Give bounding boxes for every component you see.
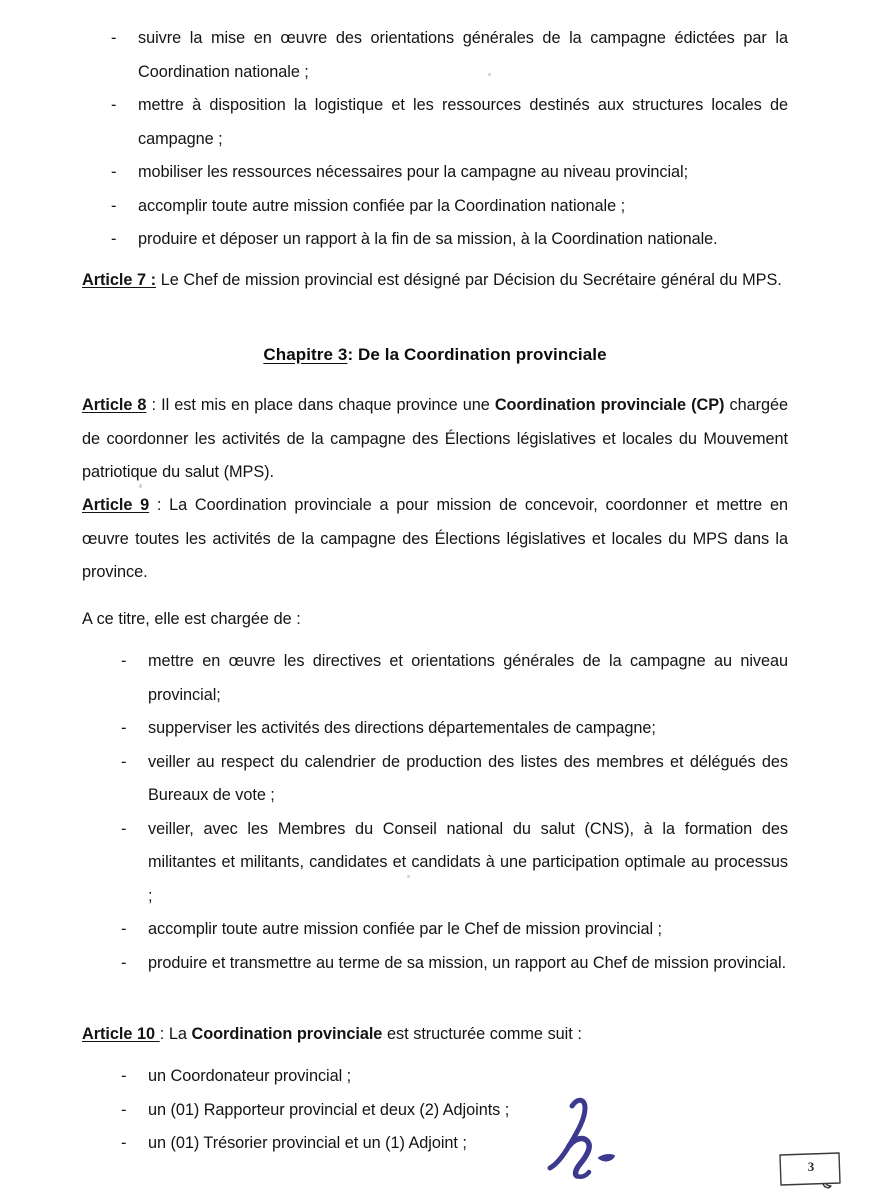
list-item: - un (01) Trésorier provincial et un (1) Adjoint ; <box>92 1127 788 1161</box>
article-10-label: Article 10 <box>82 1025 160 1043</box>
article-8-text-after: chargée de coordonner les activités de la campagne des Élections législatives et locales du Mouvement patriotique du salut (MPS). <box>82 396 788 481</box>
article-9-paragraph <box>82 489 788 590</box>
article-8-label: Article 8 <box>82 396 147 414</box>
structure-bullet-list-container <box>92 1060 788 1161</box>
page-number: 3 <box>807 1159 815 1174</box>
article-8-paragraph <box>82 389 788 490</box>
list-item: - mettre à disposition la logistique et les ressources destinés aux structures locales de campagne ; <box>82 89 788 156</box>
article-7-container <box>82 264 788 298</box>
article-9-label: Article 9 <box>82 496 150 514</box>
article-8-container <box>82 389 788 490</box>
list-item: - veiller, avec les Membres du Conseil national du salut (CNS), à la formation des militantes et militants, candidates et candidats à une participation optimale au processus ; <box>92 813 788 914</box>
article-9-text: : La Coordination provinciale a pour mission de concevoir, coordonner et mettre en œuvre toutes les activités de la campagne des Élections législatives et locales du MPS dans la province. <box>82 496 788 581</box>
list-item: - produire et déposer un rapport à la fin de sa mission, à la Coordination nationale. <box>82 223 788 257</box>
list-item: - accomplir toute autre mission confiée par le Chef de mission provincial ; <box>92 913 788 947</box>
list-item: - produire et transmettre au terme de sa mission, un rapport au Chef de mission provincial. <box>92 947 788 981</box>
article-8-text-before: : Il est mis en place dans chaque province une <box>146 396 495 414</box>
article-9-container <box>82 489 788 590</box>
article-10-bold-phrase: Coordination provinciale <box>191 1025 383 1043</box>
article-7-label: Article 7 : <box>82 271 157 289</box>
article-7-text: Le Chef de mission provincial est désigné par Décision du Secrétaire général du MPS. <box>156 271 782 289</box>
mission-bullet-list-container <box>92 645 788 980</box>
top-bullet-list-container <box>82 22 788 257</box>
intro-line-container <box>82 603 788 637</box>
list-item: - supperviser les activités des directions départementales de campagne; <box>92 712 788 746</box>
article-10-text-after: est structurée comme suit : <box>382 1025 582 1043</box>
structure-bullet-list <box>92 1060 788 1161</box>
article-10-paragraph <box>82 1018 788 1052</box>
page-number-box <box>778 1150 844 1192</box>
article-10-container <box>82 1018 788 1052</box>
article-7-paragraph <box>82 264 788 298</box>
top-bullet-list <box>82 22 788 257</box>
list-item: - mettre en œuvre les directives et orientations générales de la campagne au niveau provincial; <box>92 645 788 712</box>
chapter-title-text: : De la Coordination provinciale <box>347 345 607 364</box>
list-item: - veiller au respect du calendrier de production des listes des membres et délégués des Bureaux de vote ; <box>92 746 788 813</box>
mission-bullet-list <box>92 645 788 980</box>
list-item: - accomplir toute autre mission confiée par la Coordination nationale ; <box>82 190 788 224</box>
list-item: - suivre la mise en œuvre des orientations générales de la campagne édictées par la Coordination nationale ; <box>82 22 788 89</box>
list-item: - un (01) Rapporteur provincial et deux (2) Adjoints ; <box>92 1094 788 1128</box>
list-item: - un Coordonateur provincial ; <box>92 1060 788 1094</box>
intro-line: A ce titre, elle est chargée de : <box>82 610 301 628</box>
list-item: - mobiliser les ressources nécessaires pour la campagne au niveau provincial; <box>82 156 788 190</box>
chapter-heading <box>82 340 788 370</box>
article-8-bold-phrase: Coordination provinciale (CP) <box>494 396 725 414</box>
article-10-text-before: : La <box>159 1025 192 1043</box>
chapter-number-label: Chapitre 3 <box>263 345 348 364</box>
